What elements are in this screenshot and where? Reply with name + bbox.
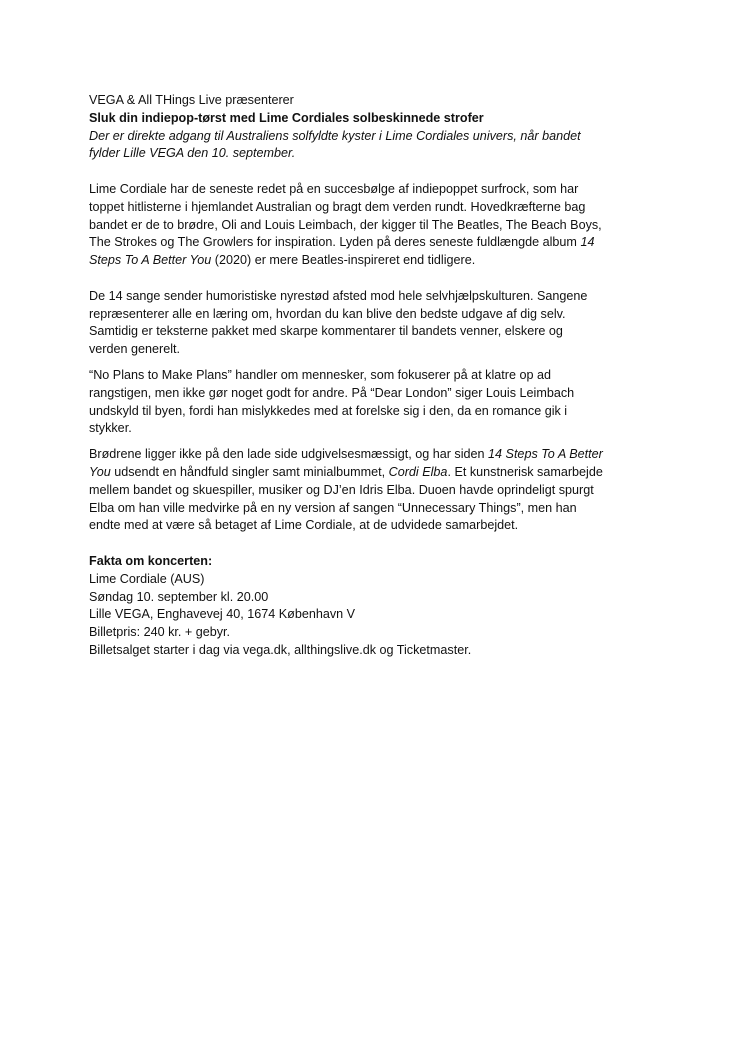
facts-ticket-sale: Billetsalget starter i dag via vega.dk, allthingslive.dk og Ticketmaster.: [89, 642, 472, 657]
subheadline-line-2: fylder Lille VEGA den 10. september.: [89, 146, 296, 161]
paragraph-songs: [89, 288, 649, 359]
facts-artist: Lime Cordiale (AUS): [89, 571, 205, 586]
paragraph-line: undskyld til byen, fordi han mislykkedes med at forelske sig i den, da en romance gik i: [89, 403, 568, 418]
album-title-part: 14: [580, 235, 595, 250]
paragraph-line: stykker.: [89, 421, 132, 436]
paragraph-intro: [89, 181, 649, 270]
facts-price: Billetpris: 240 kr. + gebyr.: [89, 625, 231, 640]
paragraph-line: [89, 446, 649, 464]
album-title-part: Steps To A Better You: [89, 253, 212, 268]
paragraph-line: Elba om han ville medvirke på en ny version af sangen “Unnecessary Things”, men han: [89, 500, 577, 515]
paragraph-line: Lime Cordiale har de seneste redet på en succesbølge af indiepoppet surfrock, som har: [89, 181, 579, 196]
paragraph-line: [89, 234, 649, 252]
paragraph-line: toppet hitlisterne i hjemlandet Australian og bragt dem verden rundt. Hovedkræfterne bag: [89, 199, 586, 214]
press-release-document: [89, 92, 649, 660]
paragraph-line: Samtidig er teksterne pakket med skarpe kommentarer til bandets venner, elskere og: [89, 324, 563, 339]
paragraph-line: “No Plans to Make Plans” handler om mennesker, som fokuserer på at klatre op ad: [89, 367, 551, 382]
album-title-part: 14 Steps To A Better: [488, 447, 603, 462]
paragraph-line: repræsenterer alle en læring om, hvordan du kan blive den bedste udgave af dig selv.: [89, 306, 566, 321]
paragraph-releases: [89, 446, 649, 535]
facts-date: Søndag 10. september kl. 20.00: [89, 589, 269, 604]
paragraph-line: rangstigen, men ikke gør noget godt for andre. På “Dear London” siger Louis Leimbach: [89, 385, 575, 400]
facts-venue: Lille VEGA, Enghavevej 40, 1674 København V: [89, 607, 356, 622]
text-run: (2020) er mere Beatles-inspireret end tidligere.: [211, 253, 476, 268]
text-run: . Et kunstnerisk samarbejde: [447, 464, 603, 479]
concert-facts: [89, 553, 649, 660]
paragraph-line: De 14 sange sender humoristiske nyrestød afsted mod hele selvhjælpskulturen. Sangene: [89, 288, 588, 303]
album-title-part: You: [89, 464, 111, 479]
paragraph-line: [89, 252, 649, 270]
paragraph-line: [89, 464, 649, 482]
text-run: Brødrene ligger ikke på den lade side udgivelsesmæssigt, og har siden: [89, 447, 489, 462]
text-run: udsendt en håndfuld singler samt minialbummet,: [110, 464, 389, 479]
minialbum-title: Cordi Elba: [388, 464, 448, 479]
text-run: The Strokes og The Growlers for inspiration. Lyden på deres seneste fuldlængde album: [89, 235, 581, 250]
paragraph-singles-description: [89, 367, 649, 438]
presenter-line: VEGA & All THings Live præsenterer: [89, 93, 294, 107]
headline: Sluk din indiepop-tørst med Lime Cordiales solbeskinnede strofer: [89, 110, 484, 125]
facts-heading: Fakta om koncerten:: [89, 553, 213, 568]
paragraph-line: verden generelt.: [89, 342, 181, 357]
paragraph-line: endte med at være så betaget af Lime Cordiale, at de udvidede samarbejdet.: [89, 518, 519, 533]
paragraph-line: mellem bandet og skuespiller, musiker og DJ’en Idris Elba. Duoen havde oprindeligt spurgt: [89, 482, 594, 497]
subheadline-line-1: Der er direkte adgang til Australiens solfyldte kyster i Lime Cordiales univers, når bandet: [89, 128, 581, 143]
paragraph-line: bandet er de to brødre, Oli and Louis Leimbach, der kigger til The Beatles, The Beach Boys,: [89, 217, 602, 232]
